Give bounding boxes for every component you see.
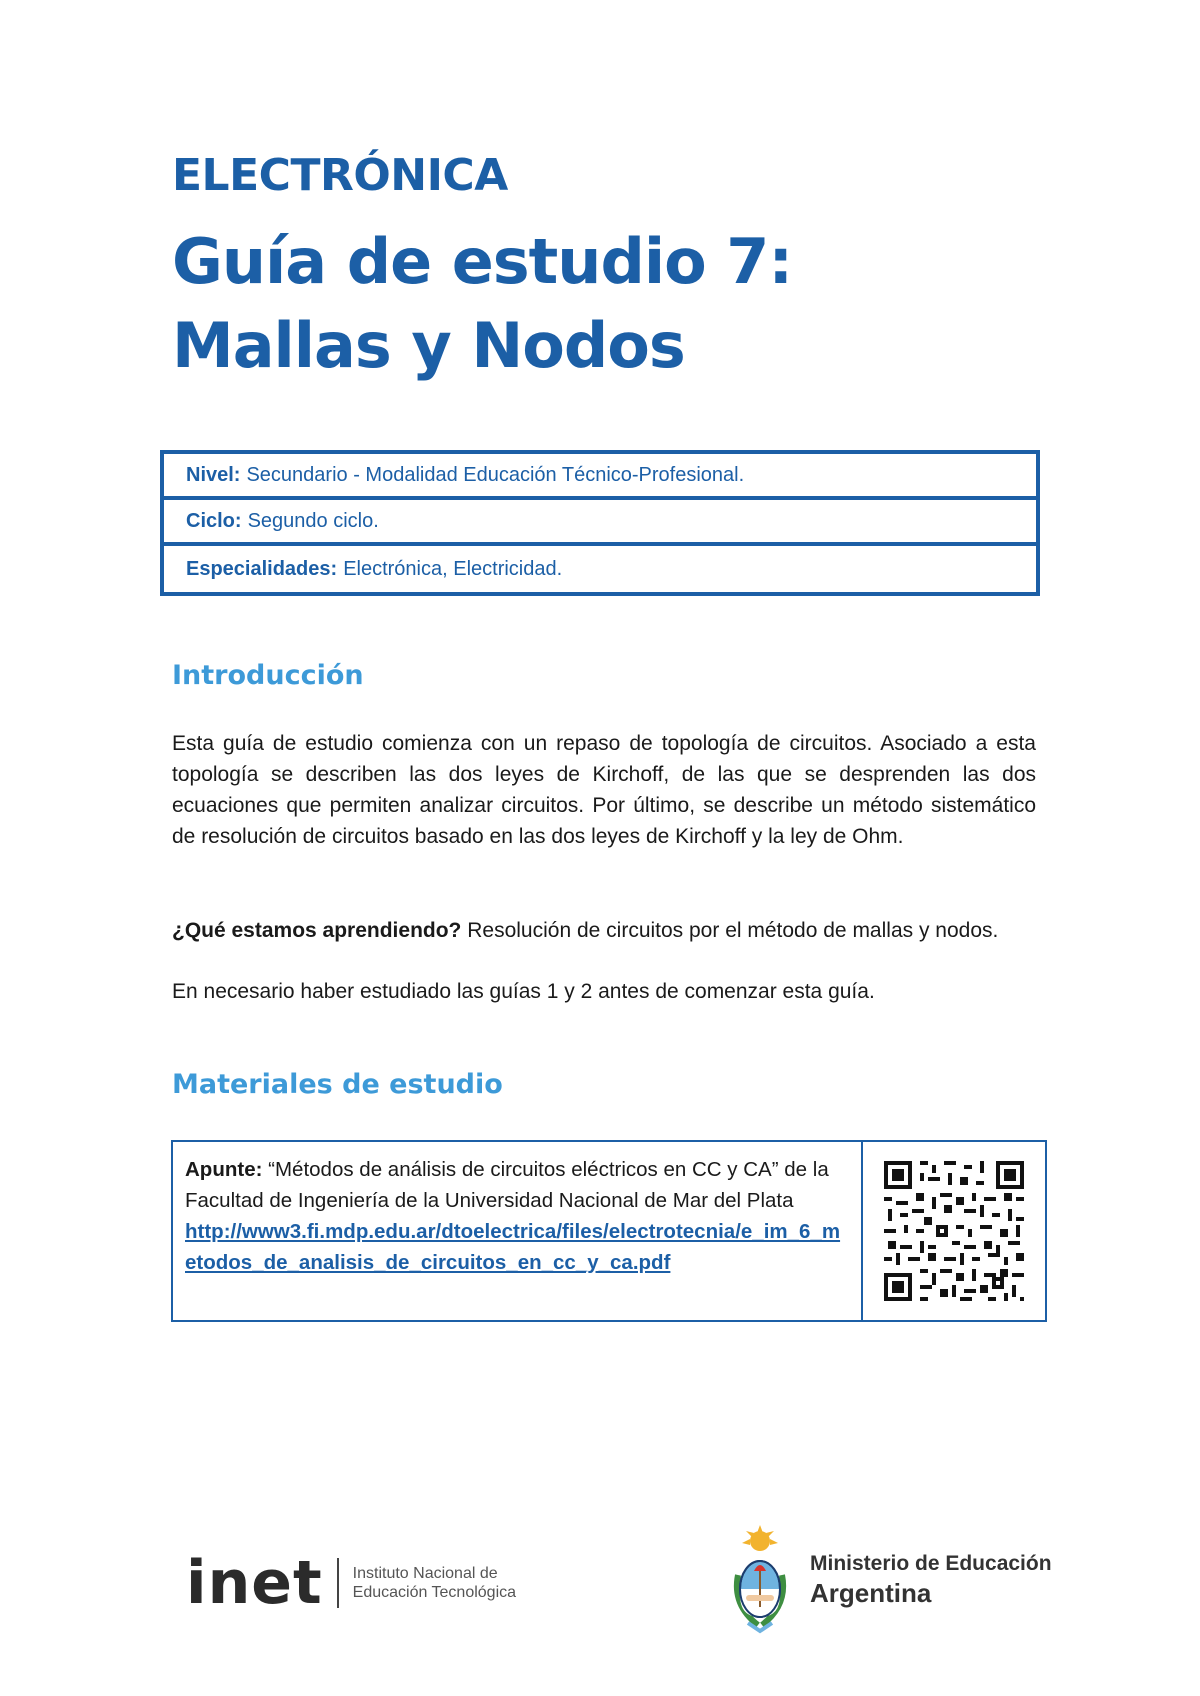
intro-heading: Introducción [172,660,364,691]
info-row-nivel [164,454,1036,500]
materials-box [171,1140,1047,1322]
materials-title: “Métodos de análisis de circuitos eléctricos en CC y CA” [268,1158,779,1181]
title-line-1: Guía de estudio 7: [172,225,793,298]
info-value: Secundario - Modalidad Educación Técnico-Profesional. [246,463,745,486]
ministry-line-1: Ministerio de Educación [810,1551,1052,1575]
info-row-ciclo [164,500,1036,546]
title-line-2: Mallas y Nodos [172,309,685,382]
page-title [172,220,1072,388]
inet-name [353,1564,516,1602]
materials-label: Apunte: [185,1158,263,1181]
materials-description [173,1142,863,1320]
argentina-coat-of-arms-icon [728,1525,792,1635]
inet-divider [337,1558,339,1608]
info-value: Electrónica, Electricidad. [343,557,563,580]
ministry-name [810,1552,1052,1609]
inet-logo [186,1548,516,1618]
info-label: Nivel: [186,463,241,486]
info-label: Ciclo: [186,509,242,532]
qr-code-icon[interactable] [880,1157,1028,1305]
info-label: Especialidades: [186,557,338,580]
prerequisite-note: En necesario haber estudiado las guías 1 y 2 antes de comenzar esta guía. [172,980,875,1003]
materials-source: de la Facultad de Ingeniería de la Universidad Nacional de Mar del Plata [185,1158,829,1212]
subject-kicker: ELECTRÓNICA [172,150,508,201]
qr-code-cell [863,1142,1045,1320]
inet-name-line-1: Instituto Nacional de [352,1565,498,1582]
learning-goal [172,915,1036,946]
info-row-especialidades [164,546,1036,592]
ministry-logo [728,1525,1052,1635]
ministry-line-2: Argentina [810,1577,932,1608]
materials-heading: Materiales de estudio [172,1069,503,1100]
info-value: Segundo ciclo. [247,509,379,532]
materials-link[interactable]: http://www3.fi.mdp.edu.ar/dtoelectrica/files/electrotecnia/e_im_6_metodos_de_analisis_de_circuitos_en_cc_y_ca.pdf [185,1220,841,1274]
learning-goal-text: Resolución de circuitos por el método de mallas y nodos. [467,919,999,942]
inet-logo-word: inet [186,1548,323,1618]
inet-name-line-2: Educación Tecnológica [352,1584,517,1601]
learning-goal-label: ¿Qué estamos aprendiendo? [172,919,462,942]
info-table [160,450,1040,596]
intro-paragraph: Esta guía de estudio comienza con un repaso de topología de circuitos. Asociado a esta topología se describen las dos leyes de Kirchoff, de las que se desprenden las dos ecuaciones que permiten analizar circuitos. Por último, se describe un método sistemático de resolución de circuitos basado en las dos leyes de Kirchoff y la ley de Ohm. [172,732,1036,848]
